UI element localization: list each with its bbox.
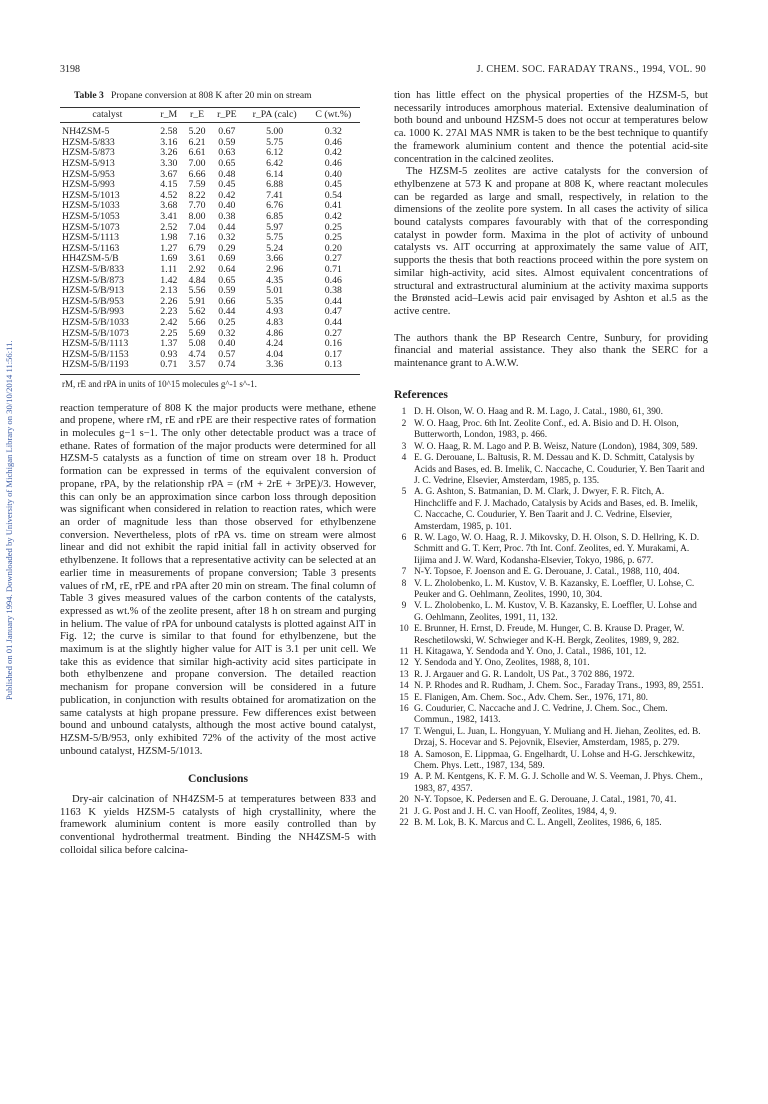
value-cell: 2.42 bbox=[160, 316, 178, 328]
value-cell: 4.83 bbox=[266, 316, 284, 328]
reference-text: B. M. Lok, B. K. Marcus and C. L. Angell, Zeolites, 1986, 6, 185. bbox=[414, 818, 662, 829]
value-cell: 5.00 bbox=[266, 126, 284, 138]
table-title: Propane conversion at 808 K after 20 min on stream bbox=[110, 90, 312, 101]
reference-number: 11 bbox=[399, 647, 409, 657]
value-cell: 5.01 bbox=[266, 285, 284, 297]
propane-conversion-table bbox=[60, 107, 360, 375]
reference-item bbox=[394, 407, 708, 418]
catalyst-cell: HZSM-5/993 bbox=[62, 179, 115, 191]
value-cell: 1.69 bbox=[160, 253, 178, 265]
reference-number: 17 bbox=[399, 726, 409, 737]
reference-text: A. P. M. Kentgens, K. F. M. G. J. Scholle and W. S. Veeman, J. Phys. Chem., 1983, 87, 4357. bbox=[414, 772, 703, 794]
reference-item bbox=[394, 727, 708, 750]
reference-number: 1 bbox=[401, 407, 407, 418]
value-cell: 4.24 bbox=[266, 338, 284, 350]
body-paragraph: tion has little effect on the physical properties of the HZSM-5, but necessarily introduces amorphous material. Extensive dealumination of both bound and unbound HZSM-5 does not occur at temperatures below ca. 1000 K. 27Al MAS NMR is taken to be the best technique to quantify the framework aluminium content and thence the potential acid-site concentration in the calcined zeolites. bbox=[394, 90, 708, 165]
value-cell: 0.66 bbox=[218, 295, 236, 307]
reference-item bbox=[394, 693, 708, 704]
reference-text: A. G. Ashton, S. Batmanian, D. M. Clark, J. Dwyer, F. R. Fitch, A. Hinchcliffe and F. J. Machado, Catalysis by Acids and Bases, ed. B. Imelik, C. Naccache, C. Coudurier, Y. Ben Taarit and J. C. Vedrine, Elsevier, Amsterdam, 1985, p. 101. bbox=[414, 487, 698, 532]
reference-text: W. O. Haag, R. M. Lago and P. B. Weisz, Nature (London), 1984, 309, 589. bbox=[414, 441, 698, 452]
value-cell: 0.29 bbox=[218, 242, 236, 254]
reference-item bbox=[394, 624, 708, 647]
value-cell: 5.66 bbox=[188, 316, 206, 328]
value-cell: 6.14 bbox=[266, 168, 284, 180]
value-cell: 0.25 bbox=[324, 232, 342, 244]
catalyst-cell: HZSM-5/1053 bbox=[62, 211, 120, 223]
reference-item bbox=[394, 681, 708, 692]
value-cell: 5.69 bbox=[188, 327, 206, 339]
value-cell: 2.96 bbox=[266, 264, 284, 276]
reference-number: 13 bbox=[399, 669, 409, 680]
reference-text: N. P. Rhodes and R. Rudham, J. Chem. Soc., Faraday Trans., 1993, 89, 2551. bbox=[414, 681, 704, 692]
value-cell: 1.42 bbox=[160, 274, 178, 286]
value-cell: 0.59 bbox=[218, 285, 236, 297]
reference-number: 4 bbox=[401, 453, 407, 464]
value-cell: 0.63 bbox=[218, 147, 236, 159]
left-column bbox=[60, 90, 376, 858]
value-cell: 6.85 bbox=[266, 211, 284, 223]
value-cell: 3.16 bbox=[160, 136, 178, 148]
catalyst-cell: HZSM-5/B/1153 bbox=[62, 348, 129, 360]
table-label: Table 3 bbox=[74, 90, 104, 101]
reference-item bbox=[394, 647, 708, 658]
value-cell: 2.23 bbox=[160, 306, 178, 318]
value-cell: 5.56 bbox=[188, 285, 206, 297]
reference-text: W. O. Haag, Proc. 6th Int. Zeolite Conf., ed. A. Bisio and D. H. Olson, Butterworth, London, 1983, p. 466. bbox=[414, 418, 679, 441]
column-header: r_E bbox=[183, 107, 211, 123]
value-cell: 0.71 bbox=[155, 360, 183, 374]
reference-number: 20 bbox=[399, 795, 409, 806]
acknowledgement: The authors thank the BP Research Centre, Sunbury, for providing financial and material assistance. They also thank the SERC for a maintenance grant to A.W.W. bbox=[394, 332, 708, 370]
catalyst-cell: HZSM-5/B/1033 bbox=[62, 316, 129, 328]
table-caption bbox=[74, 90, 376, 103]
value-cell: 0.41 bbox=[324, 200, 342, 212]
value-cell: 7.59 bbox=[188, 179, 206, 191]
reference-number: 6 bbox=[401, 532, 407, 543]
value-cell: 5.24 bbox=[266, 242, 284, 254]
reference-number: 18 bbox=[399, 749, 409, 760]
reference-text: Y. Sendoda and Y. Ono, Zeolites, 1988, 8, 101. bbox=[414, 658, 590, 669]
reference-item bbox=[394, 442, 708, 453]
value-cell: 0.45 bbox=[218, 179, 236, 191]
column-header: r_PE bbox=[211, 107, 243, 123]
catalyst-cell: HZSM-5/B/1073 bbox=[62, 327, 129, 339]
value-cell: 4.15 bbox=[160, 179, 178, 191]
value-cell: 2.92 bbox=[188, 264, 206, 276]
value-cell: 0.20 bbox=[324, 242, 342, 254]
reference-item bbox=[394, 670, 708, 681]
value-cell: 4.74 bbox=[188, 348, 206, 360]
value-cell: 0.27 bbox=[324, 327, 342, 339]
value-cell: 7.00 bbox=[188, 158, 206, 170]
value-cell: 5.75 bbox=[266, 136, 284, 148]
table-body bbox=[60, 123, 360, 375]
value-cell: 0.44 bbox=[218, 221, 236, 233]
value-cell: 0.47 bbox=[324, 306, 342, 318]
catalyst-cell: HZSM-5/1113 bbox=[62, 232, 119, 244]
value-cell: 3.57 bbox=[183, 360, 211, 374]
reference-item bbox=[394, 704, 708, 727]
value-cell: 7.70 bbox=[188, 200, 206, 212]
reference-number: 10 bbox=[399, 624, 409, 635]
value-cell: 3.36 bbox=[243, 360, 307, 374]
reference-item bbox=[394, 818, 708, 829]
value-cell: 0.44 bbox=[324, 295, 342, 307]
value-cell: 6.88 bbox=[266, 179, 284, 191]
catalyst-cell: HZSM-5/1013 bbox=[62, 189, 120, 201]
reference-text: G. Coudurier, C. Naccache and J. C. Vedrine, J. Chem. Soc., Chem. Commun., 1982, 1413. bbox=[414, 704, 668, 726]
reference-text: N-Y. Topsoe, F. Joenson and E. G. Derouane, J. Catal., 1988, 110, 404. bbox=[414, 567, 680, 578]
value-cell: 0.64 bbox=[218, 264, 236, 276]
reference-text: E. Brunner, H. Ernst, D. Freude, M. Hunger, C. B. Krause D. Prager, W. Reschetilowski, W. Schwieger and K-H. Bergk, Zeolites, 1989, 9, 282. bbox=[414, 624, 685, 646]
catalyst-cell: HZSM-5/833 bbox=[62, 136, 115, 148]
value-cell: 7.04 bbox=[188, 221, 206, 233]
value-cell: 8.00 bbox=[188, 211, 206, 223]
reference-number: 15 bbox=[399, 692, 409, 703]
value-cell: 0.46 bbox=[324, 158, 342, 170]
value-cell: 3.66 bbox=[266, 253, 284, 265]
value-cell: 0.38 bbox=[324, 285, 342, 297]
reference-item bbox=[394, 795, 708, 806]
catalyst-cell: HZSM-5/913 bbox=[62, 158, 115, 170]
value-cell: 0.42 bbox=[218, 189, 236, 201]
value-cell: 1.27 bbox=[160, 242, 178, 254]
value-cell: 6.76 bbox=[266, 200, 284, 212]
value-cell: 5.08 bbox=[188, 338, 206, 350]
value-cell: 1.98 bbox=[160, 232, 178, 244]
reference-text: V. L. Zholobenko, L. M. Kustov, V. B. Kazansky, E. Loeffler, U. Lohse, C. Peuker and G. Oehlmann, Zeolites, 1990, 10, 304. bbox=[414, 578, 695, 600]
value-cell: 6.66 bbox=[188, 168, 206, 180]
catalyst-cell: HZSM-5/B/913 bbox=[62, 285, 125, 297]
value-cell: 0.13 bbox=[307, 360, 360, 374]
value-cell: 4.93 bbox=[266, 306, 284, 318]
conclusions-heading: Conclusions bbox=[188, 772, 248, 786]
catalyst-cell: HZSM-5/B/993 bbox=[62, 306, 125, 318]
reference-number: 14 bbox=[399, 681, 409, 692]
conclusions-paragraph: Dry-air calcination of NH4ZSM-5 at temperatures between 833 and 1163 K yields HZSM-5 catalysts of high crystallinity, where the framework aluminium content is more easily controlled than by conventional hydrothermal treatment. Binding the NH4ZSM-5 with colloidal silica before calcina- bbox=[60, 794, 376, 856]
reference-number: 5 bbox=[401, 487, 407, 498]
value-cell: 0.46 bbox=[324, 136, 342, 148]
value-cell: 0.48 bbox=[218, 168, 236, 180]
reference-item bbox=[394, 567, 708, 578]
catalyst-cell: HZSM-5/1033 bbox=[62, 200, 120, 212]
journal-header: J. CHEM. SOC. FARADAY TRANS., 1994, VOL. 90 bbox=[476, 64, 706, 75]
table-footnote: rM, rE and rPA in units of 10^15 molecules g^-1 s^-1. bbox=[62, 378, 257, 389]
value-cell: 7.16 bbox=[188, 232, 206, 244]
reference-number: 3 bbox=[401, 441, 407, 452]
value-cell: 0.57 bbox=[218, 348, 236, 360]
table-row bbox=[60, 123, 360, 138]
column-header: r_M bbox=[155, 107, 183, 123]
body-paragraph: The HZSM-5 zeolites are active catalysts for the conversion of ethylbenzene at 573 K and propane at 808 K, where reactant molecules can be regarded as large and small, respectively, in relation to the dimensions of the zeolite pore system. In all cases the activity of silica bound catalysts compares favourably with that of the corresponding catalyst in powder form. Maxima in the plot of activity of unbound catalysts vs. AlT occurring at approximately the same value of AlT, supports the thesis that both reactions proceed within the pore system on similar high-activity, acid sites. Almost equivalent concentrations of structural and extrastructural aluminium at the activity maxima supports the Brønsted acid–Lewis acid pair envisaged by Ashton et al.5 as the active centre. bbox=[394, 166, 708, 317]
reference-item bbox=[394, 579, 708, 602]
value-cell: 4.04 bbox=[266, 348, 284, 360]
reference-number: 2 bbox=[401, 418, 407, 429]
catalyst-cell: HZSM-5/B/1193 bbox=[60, 360, 155, 374]
value-cell: 3.67 bbox=[160, 168, 178, 180]
reference-text: A. Samoson, E. Lippmaa, G. Engelhardt, U. Lohse and H-G. Jerschkewitz, Chem. Phys. Lett., 1987, 134, 589. bbox=[414, 749, 695, 772]
catalyst-cell: HZSM-5/1163 bbox=[62, 242, 120, 254]
value-cell: 0.16 bbox=[324, 338, 342, 350]
reference-text: D. H. Olson, W. O. Haag and R. M. Lago, J. Catal., 1980, 61, 390. bbox=[414, 407, 663, 418]
reference-item bbox=[394, 658, 708, 669]
value-cell: 6.61 bbox=[188, 147, 206, 159]
value-cell: 2.25 bbox=[160, 327, 178, 339]
value-cell: 5.97 bbox=[266, 221, 284, 233]
table-row bbox=[60, 318, 360, 329]
reference-number: 7 bbox=[401, 567, 407, 578]
value-cell: 0.65 bbox=[218, 274, 236, 286]
reference-item bbox=[394, 487, 708, 533]
value-cell: 2.58 bbox=[160, 126, 178, 138]
value-cell: 0.44 bbox=[324, 316, 342, 328]
column-header: C (wt.%) bbox=[307, 107, 360, 123]
value-cell: 0.32 bbox=[218, 327, 236, 339]
value-cell: 4.52 bbox=[160, 189, 178, 201]
value-cell: 0.17 bbox=[324, 348, 342, 360]
value-cell: 0.32 bbox=[218, 232, 236, 244]
reference-number: 16 bbox=[399, 704, 409, 715]
value-cell: 0.40 bbox=[218, 200, 236, 212]
catalyst-cell: NH4ZSM-5 bbox=[62, 126, 110, 138]
value-cell: 0.42 bbox=[324, 211, 342, 223]
value-cell: 3.41 bbox=[160, 211, 178, 223]
publication-side-note: Published on 01 January 1994. Downloaded by University of Michigan Library on 30/10/2014 11:56:11. bbox=[4, 340, 14, 700]
catalyst-cell: HZSM-5/B/873 bbox=[62, 274, 125, 286]
catalyst-cell: HH4ZSM-5/B bbox=[62, 253, 119, 265]
reference-text: T. Wengui, L. Juan, L. Hongyuan, Y. Muliang and H. Jiehan, Zeolites, ed. B. Drzaj, S. Hocevar and S. Pejovnik, Elsevier, Amsterdam, 1985, p. 279. bbox=[414, 726, 701, 749]
value-cell: 0.69 bbox=[218, 253, 236, 265]
value-cell: 4.86 bbox=[266, 327, 284, 339]
value-cell: 0.65 bbox=[218, 158, 236, 170]
reference-item bbox=[394, 533, 708, 567]
value-cell: 2.52 bbox=[160, 221, 178, 233]
table-row bbox=[60, 360, 360, 374]
catalyst-cell: HZSM-5/B/953 bbox=[62, 295, 125, 307]
column-header: catalyst bbox=[60, 107, 155, 123]
value-cell: 0.59 bbox=[218, 136, 236, 148]
value-cell: 0.38 bbox=[218, 211, 236, 223]
column-header: r_PA (calc) bbox=[243, 107, 307, 123]
references-heading: References bbox=[394, 387, 448, 401]
value-cell: 0.54 bbox=[324, 189, 342, 201]
reference-text: V. L. Zholobenko, L. M. Kustov, V. B. Kazansky, E. Loeffler, U. Lohse and G. Oehlmann, Zeolites, 1991, 11, 132. bbox=[414, 601, 697, 623]
value-cell: 0.40 bbox=[324, 168, 342, 180]
reference-item bbox=[394, 453, 708, 487]
reference-number: 9 bbox=[401, 601, 407, 612]
value-cell: 3.68 bbox=[160, 200, 178, 212]
value-cell: 0.44 bbox=[218, 306, 236, 318]
value-cell: 0.40 bbox=[218, 338, 236, 350]
value-cell: 5.35 bbox=[266, 295, 284, 307]
page-number: 3198 bbox=[60, 64, 80, 75]
value-cell: 5.91 bbox=[188, 295, 206, 307]
value-cell: 5.62 bbox=[188, 306, 206, 318]
value-cell: 0.32 bbox=[324, 126, 342, 138]
value-cell: 0.46 bbox=[324, 274, 342, 286]
value-cell: 7.41 bbox=[266, 189, 284, 201]
catalyst-cell: HZSM-5/953 bbox=[62, 168, 115, 180]
value-cell: 3.26 bbox=[160, 147, 178, 159]
reference-text: E. G. Derouane, L. Baltusis, R. M. Dessau and K. D. Schmitt, Catalysis by Acids and Bases, ed. B. Imelik, C. Naccache, C. Coudurier, Y. Ben Taarit and J. C. Vedrine, Elsevier, Amsterdam, 1985, p. 135. bbox=[414, 453, 705, 486]
reference-text: E. Flanigen, Am. Chem. Soc., Adv. Chem. Ser., 1976, 171, 80. bbox=[414, 692, 649, 703]
value-cell: 0.93 bbox=[160, 348, 178, 360]
value-cell: 6.12 bbox=[266, 147, 284, 159]
reference-item bbox=[394, 772, 708, 795]
value-cell: 0.27 bbox=[324, 253, 342, 265]
value-cell: 6.79 bbox=[188, 242, 206, 254]
reference-number: 12 bbox=[399, 658, 409, 669]
value-cell: 6.21 bbox=[188, 136, 206, 148]
reference-number: 19 bbox=[399, 772, 409, 783]
value-cell: 4.84 bbox=[188, 274, 206, 286]
catalyst-cell: HZSM-5/B/1113 bbox=[62, 338, 129, 350]
reference-item bbox=[394, 601, 708, 624]
value-cell: 6.42 bbox=[266, 158, 284, 170]
right-column bbox=[394, 90, 708, 830]
reference-text: N-Y. Topsoe, K. Pedersen and E. G. Derouane, J. Catal., 1981, 70, 41. bbox=[414, 795, 677, 806]
value-cell: 0.71 bbox=[324, 264, 342, 276]
value-cell: 3.30 bbox=[160, 158, 178, 170]
value-cell: 2.13 bbox=[160, 285, 178, 297]
reference-text: J. G. Post and J. H. C. van Hooff, Zeolites, 1984, 4, 9. bbox=[414, 806, 617, 817]
value-cell: 0.74 bbox=[211, 360, 243, 374]
value-cell: 0.25 bbox=[218, 316, 236, 328]
value-cell: 0.45 bbox=[324, 179, 342, 191]
reference-text: R. J. Argauer and G. R. Landolt, US Pat., 3 702 886, 1972. bbox=[414, 669, 635, 680]
table-header-row bbox=[60, 107, 360, 123]
reference-item bbox=[394, 750, 708, 773]
reference-number: 22 bbox=[399, 818, 409, 829]
references-list bbox=[394, 407, 708, 829]
value-cell: 0.42 bbox=[324, 147, 342, 159]
value-cell: 5.20 bbox=[188, 126, 206, 138]
catalyst-cell: HZSM-5/873 bbox=[62, 147, 115, 159]
reference-text: H. Kitagawa, Y. Sendoda and Y. Ono, J. Catal., 1986, 101, 12. bbox=[414, 647, 647, 657]
value-cell: 5.75 bbox=[266, 232, 284, 244]
reference-item bbox=[394, 419, 708, 442]
value-cell: 3.61 bbox=[188, 253, 206, 265]
catalyst-cell: HZSM-5/1073 bbox=[62, 221, 120, 233]
catalyst-cell: HZSM-5/B/833 bbox=[62, 264, 125, 276]
value-cell: 1.11 bbox=[160, 264, 178, 276]
body-paragraph: reaction temperature of 808 K the major products were methane, ethene and propene, where rM, rE and rPE are their respective rates of formation in molecules g−1 s−1. The only other detectable product was a trace of ethane. Rates of formation of the major products were determined for all HZSM-5 catalysts as a function of time on stream over 18 h. Product formation can be expressed in terms of the equivalent conversion of propane, rPA, by the relationship rPA = (rM + 2rE + 3rPE)/3. However, this can only be an approximation since carbon loss through deposition was significant when considered in relation to reaction rates, which were an order of magnitude less than those observed for ethylbenzene conversion. Nevertheless, plots of rPA vs. time on stream were almost linear and did not exhibit the rapid initial fall in activity observed for ethylbenzene. It follows that a representative activity can be selected at an earlier time in measurements of propane conversion; Table 3 presents values of rM, rE, rPE and rPA after 20 min on stream. The final column of Table 3 gives measured values of the carbon contents of the catalysts, expressed as wt.% of the zeolite present, after 18 h on stream and purging in helium. The value of rPA for unbound catalysts is plotted against AlT in Fig. 12; the curve is similar to that found for ethylbenzene, but the maximum is at the slightly higher value for AlT is 3.1 per unit cell. We take this as evidence that similar high-activity acid sites participate in both ethylbenzene and propane conversion. The detailed reaction mechanism for propane conversion will be considered in a future publication, in conjunction with results obtained for aromatization on the same catalysts at high propane pressure. Few differences exist between bound and unbound catalysts, although the most active bound catalyst, HZSM-5/B/953, only exhibited 72% of the activity of the most active unbound catalyst, HZSM-5/1013. bbox=[60, 402, 376, 757]
value-cell: 0.67 bbox=[218, 126, 236, 138]
reference-number: 8 bbox=[401, 578, 407, 589]
reference-item bbox=[394, 807, 708, 818]
value-cell: 8.22 bbox=[188, 189, 206, 201]
value-cell: 2.26 bbox=[160, 295, 178, 307]
reference-number: 21 bbox=[399, 806, 409, 817]
value-cell: 4.35 bbox=[266, 274, 284, 286]
value-cell: 1.37 bbox=[160, 338, 178, 350]
value-cell: 0.25 bbox=[324, 221, 342, 233]
reference-text: R. W. Lago, W. O. Haag, R. J. Mikovsky, D. H. Olson, S. D. Hellring, K. D. Schmitt and G. T. Kerr, Proc. 7th Int. Conf. Zeolites, ed. Y. Murakami, A. Iijima and J. W. Ward, Kodansha-Elsevier, Tokyo, 1986, p. 677. bbox=[414, 532, 700, 566]
